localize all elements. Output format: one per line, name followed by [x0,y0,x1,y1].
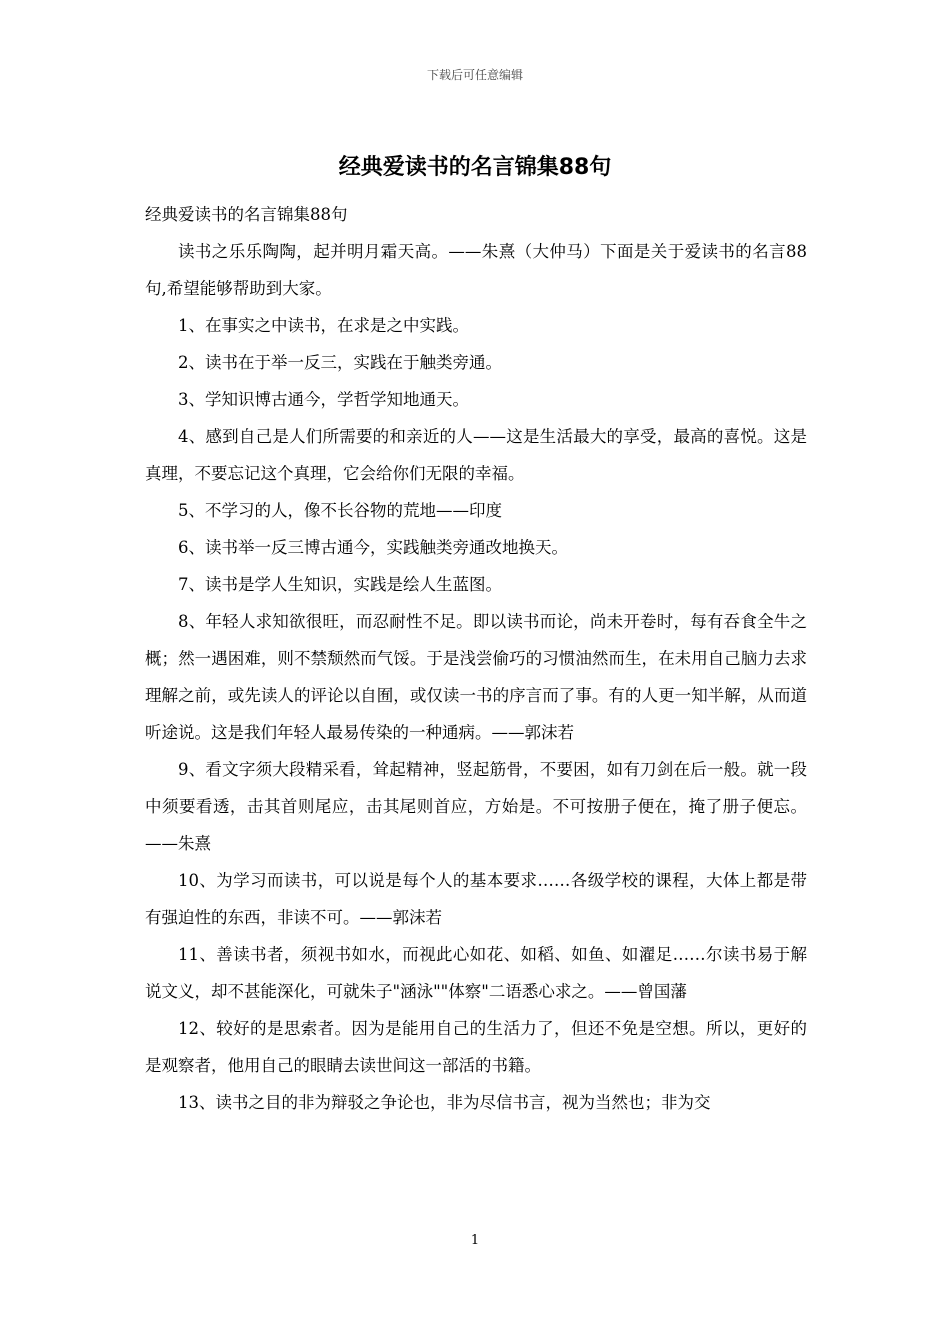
quote-item: 13、读书之目的非为辩驳之争论也，非为尽信书言，视为当然也；非为交 [178,1093,711,1112]
quote-item: 6、读书举一反三博古通今，实践触类旁通改地换天。 [178,538,568,557]
document-body [145,196,807,1121]
intro-paragraph: 读书之乐乐陶陶，起并明月霜天高。——朱熹（大仲马）下面是关于爱读书的名言88句,希望能够帮助到大家。 [145,242,807,298]
document-subtitle: 经典爱读书的名言锦集88句 [145,205,348,224]
document-title: 经典爱读书的名言锦集88句 [338,155,612,180]
quote-item: 11、善读书者，须视书如水，而视此心如花、如稻、如鱼、如濯足……尔读书易于解说文义，却不甚能深化，可就朱子"涵泳""体察"二语悉心求之。——曾国藩 [145,945,807,1001]
quote-item: 4、感到自己是人们所需要的和亲近的人——这是生活最大的享受，最高的喜悦。这是真理，不要忘记这个真理，它会给你们无限的幸福。 [145,427,807,483]
quote-item: 5、不学习的人，像不长谷物的荒地——印度 [178,501,502,520]
quote-item: 8、年轻人求知欲很旺，而忍耐性不足。即以读书而论，尚未开卷时，每有吞食全牛之概；然一遇困难，则不禁颓然而气馁。于是浅尝偷巧的习惯油然而生，在未用自己脑力去求理解之前，或先读人的评论以自囿，或仅读一书的序言而了事。有的人更一知半解，从而道听途说。这是我们年轻人最易传染的一种通病。——郭沫若 [145,612,807,742]
page-number: 1 [470,1233,480,1248]
quote-item: 9、看文字须大段精采看，耸起精神，竖起筋骨，不要困，如有刀剑在后一般。就一段中须要看透，击其首则尾应，击其尾则首应，方始是。不可按册子便在，掩了册子便忘。——朱熹 [145,760,807,853]
quote-item: 12、较好的是思索者。因为是能用自己的生活力了，但还不免是空想。所以，更好的是观察者，他用自己的眼睛去读世间这一部活的书籍。 [145,1019,807,1075]
quote-item: 7、读书是学人生知识，实践是绘人生蓝图。 [178,575,502,594]
quote-item: 1、在事实之中读书，在求是之中实践。 [178,316,469,335]
quote-item: 3、学知识博古通今，学哲学知地通天。 [178,390,469,409]
quote-item: 2、读书在于举一反三，实践在于触类旁通。 [178,353,502,372]
quote-item: 10、为学习而读书，可以说是每个人的基本要求……各级学校的课程，大体上都是带有强迫性的东西，非读不可。——郭沫若 [145,871,807,927]
page-header: 下载后可任意编辑 [426,68,523,82]
